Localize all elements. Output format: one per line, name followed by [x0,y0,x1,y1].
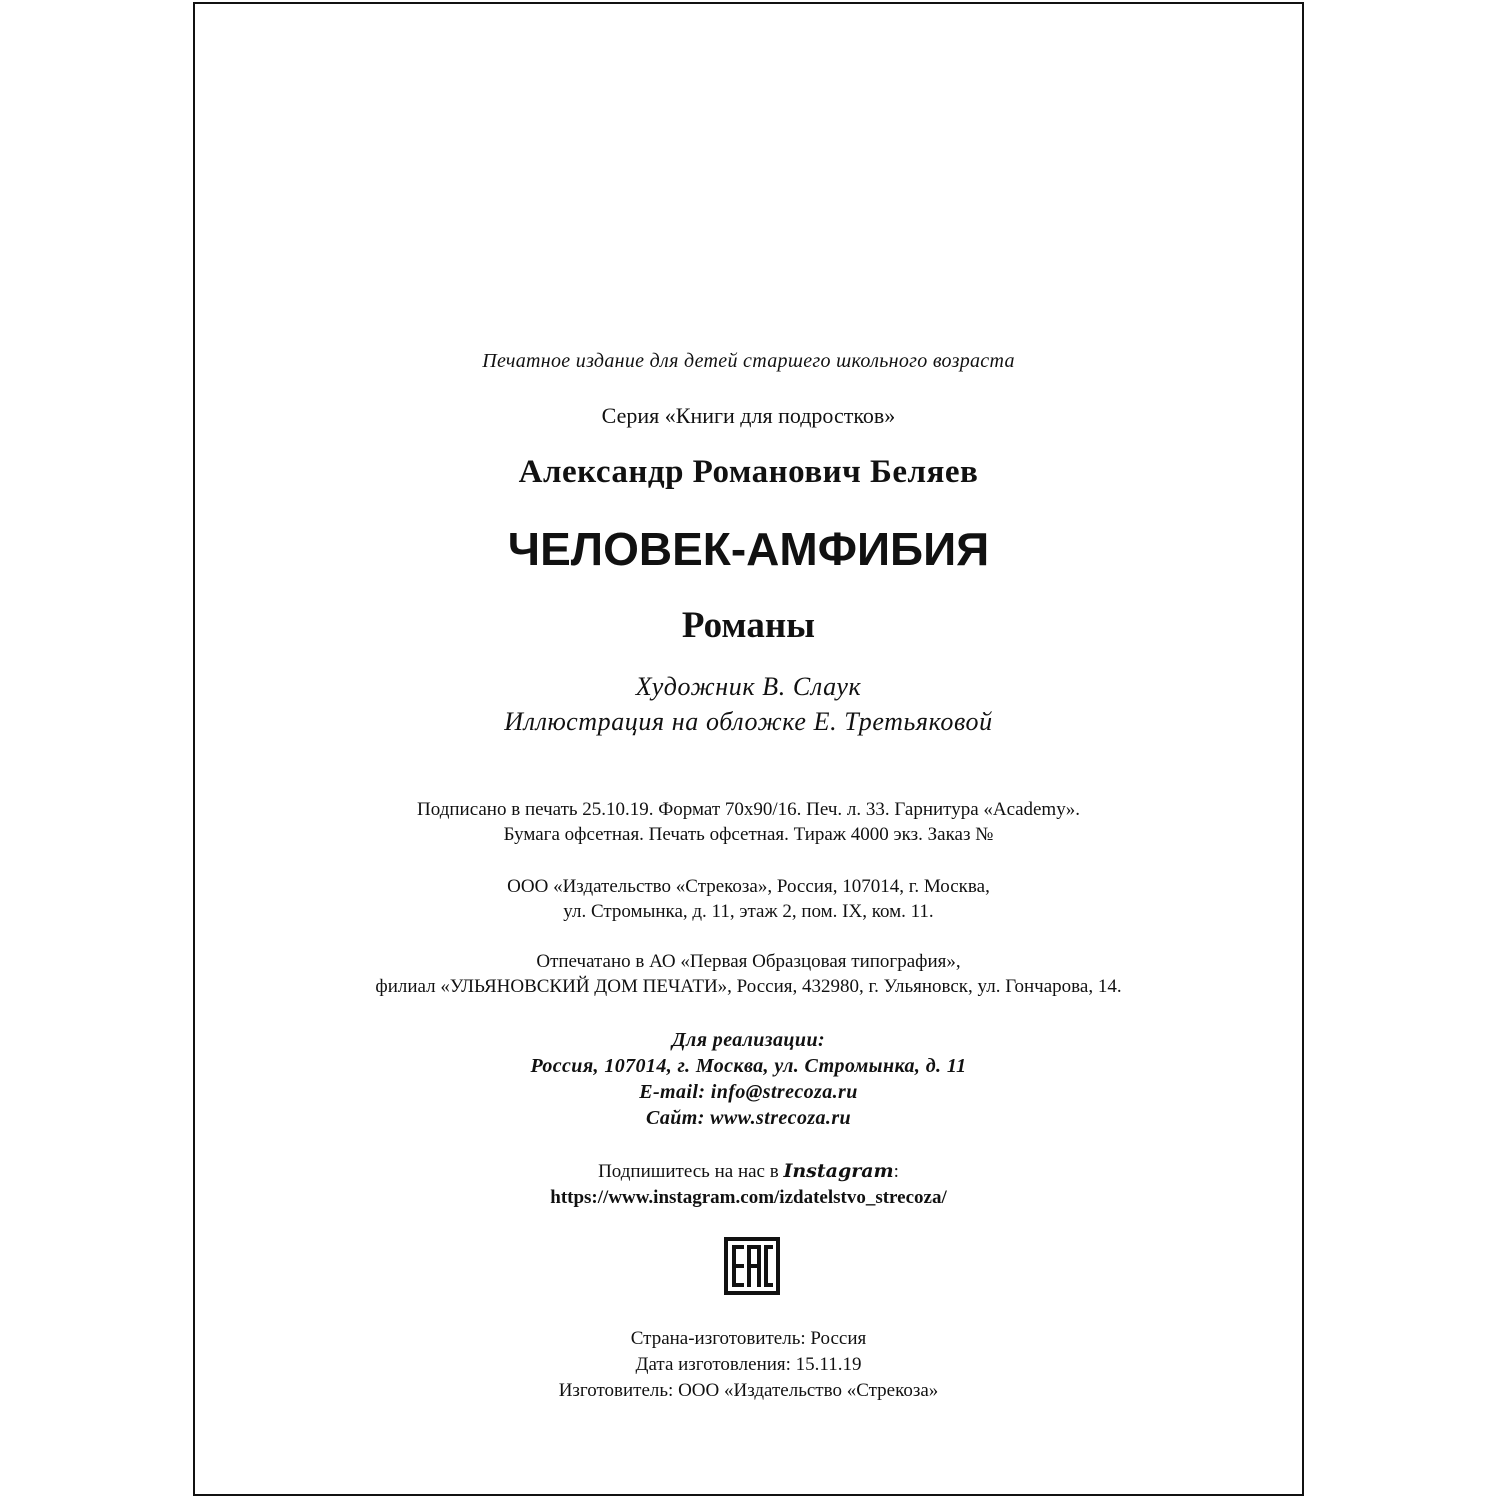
sales-email: E-mail: info@strecoza.ru [639,1081,858,1103]
publisher-line-1: ООО «Издательство «Стрекоза», Россия, 107014, г. Москва, [507,876,990,897]
instagram-brand: Instagram [783,1160,894,1182]
audience-note: Печатное издание для детей старшего школьного возраста [482,350,1015,372]
instagram-prompt [195,1160,1302,1183]
printer-line-1: Отпечатано в АО «Первая Образцовая типография», [536,951,961,972]
printer-line-2: филиал «УЛЬЯНОВСКИЙ ДОМ ПЕЧАТИ», Россия, 432980, г. Ульяновск, ул. Гончарова, 14. [375,976,1122,997]
manufacturer-country: Страна-изготовитель: Россия [630,1328,867,1349]
instagram-url: https://www.instagram.com/izdatelstvo_strecoza/ [550,1187,947,1208]
book-genre: Романы [681,605,816,646]
series-name: Серия «Книги для подростков» [601,403,896,428]
sales-address: Россия, 107014, г. Москва, ул. Стромынка, д. 11 [530,1055,967,1077]
cover-credit: Иллюстрация на обложке Е. Третьяковой [504,707,993,736]
author-name: Александр Романович Беляев [518,454,979,490]
instagram-prompt-text: Подпишитесь на нас в [598,1161,784,1182]
print-specs-line-2: Бумага офсетная. Печать офсетная. Тираж 4000 экз. Заказ № [503,824,994,845]
print-specs-line-1: Подписано в печать 25.10.19. Формат 70х90/16. Печ. л. 33. Гарнитура «Academy». [417,799,1080,820]
artist-credit: Художник В. Слаук [635,672,862,701]
eac-certification-icon [724,1237,780,1295]
manufacture-date: Дата изготовления: 15.11.19 [635,1354,862,1375]
publisher-line-2: ул. Стромынка, д. 11, этаж 2, пом. IX, ком. 11. [563,901,934,922]
sales-heading: Для реализации: [671,1029,826,1051]
instagram-prompt-colon: : [893,1161,899,1182]
manufacturer-name: Изготовитель: ООО «Издательство «Стрекоза» [558,1380,939,1401]
sales-website: Сайт: www.strecoza.ru [645,1107,852,1129]
book-imprint-page [193,2,1304,1496]
book-title: ЧЕЛОВЕК-АМФИБИЯ [507,523,990,575]
